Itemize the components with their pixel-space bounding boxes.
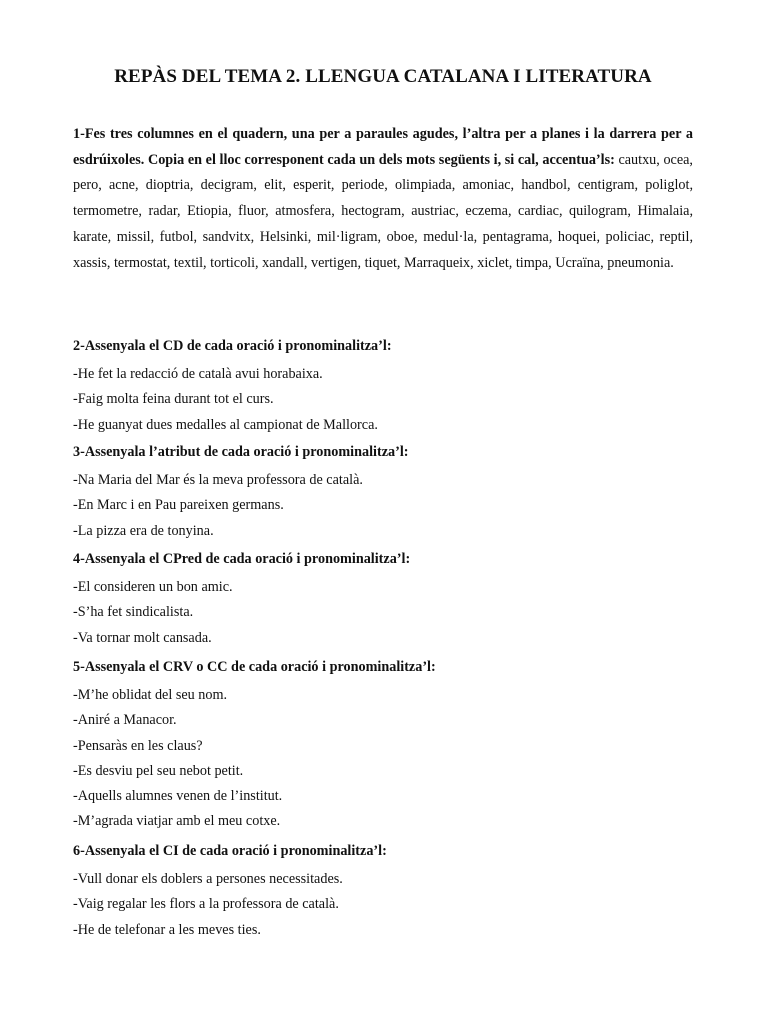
list-item: -Vull donar els doblers a persones necessitades. — [73, 871, 343, 887]
exercise-3-heading: 3-Assenyala l’atribut de cada oració i pronominalitza’l: — [73, 444, 409, 460]
document-title: REPÀS DEL TEMA 2. LLENGUA CATALANA I LITERATURA — [114, 66, 652, 87]
exercise-4 — [73, 549, 693, 651]
list-item: -Faig molta feina durant tot el curs. — [73, 391, 274, 408]
list-item: -La pizza era de tonyina. — [73, 522, 214, 539]
exercise-1 — [73, 122, 693, 276]
exercise-6-heading: 6-Assenyala el CI de cada oració i pronominalitza’l: — [73, 843, 387, 859]
list-item: -En Marc i en Pau pareixen germans. — [73, 497, 284, 514]
list-item: -Va tornar molt cansada. — [73, 629, 212, 646]
list-item: -Es desviu pel seu nebot petit. — [73, 762, 244, 779]
list-item: -He fet la redacció de català avui horabaixa. — [73, 366, 323, 382]
list-item: -Na Maria del Mar és la meva professora de català. — [73, 472, 363, 488]
list-item: -He guanyat dues medalles al campionat de Mallorca. — [73, 416, 378, 433]
list-item: -El consideren un bon amic. — [73, 579, 233, 595]
list-item: -M’agrada viatjar amb el meu cotxe. — [73, 813, 281, 830]
list-item: -Pensaràs en les claus? — [73, 737, 203, 754]
exercise-4-heading: 4-Assenyala el CPred de cada oració i pronominalitza’l: — [73, 551, 411, 567]
exercise-5-heading: 5-Assenyala el CRV o CC de cada oració i pronominalitza’l: — [73, 659, 436, 675]
list-item: -M’he oblidat del seu nom. — [73, 687, 228, 703]
exercise-3 — [73, 442, 693, 544]
list-item: -Aquells alumnes venen de l’institut. — [73, 788, 283, 805]
exercise-6 — [73, 841, 693, 943]
exercise-1-heading: 1-Fes tres columnes en el quadern, una per a paraules agudes, l’altra per a planes i la darrera per a esdrúixoles. Copia en el lloc corresponent cada un dels mots següents i, si cal, accentua’ls: — [73, 126, 693, 168]
exercise-2-heading: 2-Assenyala el CD de cada oració i pronominalitza’l: — [73, 338, 392, 354]
list-item: -Aniré a Manacor. — [73, 712, 177, 729]
exercise-5 — [73, 657, 693, 835]
list-item: -S’ha fet sindicalista. — [73, 604, 194, 621]
list-item: -He de telefonar a les meves ties. — [73, 921, 261, 938]
exercise-2 — [73, 336, 693, 438]
list-item: -Vaig regalar les flors a la professora de català. — [73, 896, 339, 913]
exercise-1-words: cautxu, ocea, pero, acne, dioptria, decigram, elit, esperit, periode, olimpiada, amoniac, handbol, centigram, poliglot, termometre, radar, Etiopia, fluor, atmosfera, hectogram, austriac, eczema, cardiac, quilogram, Himalaia, karate, missil, futbol, sandvitx, Helsinki, mil·ligram, oboe, medul·la, pentagrama, hoquei, policiac, reptil, xassis, termostat, textil, torticoli, xandall, vertigen, tiquet, Marraqueix, xiclet, timpa, Ucraïna, pneumonia. — [73, 151, 693, 271]
